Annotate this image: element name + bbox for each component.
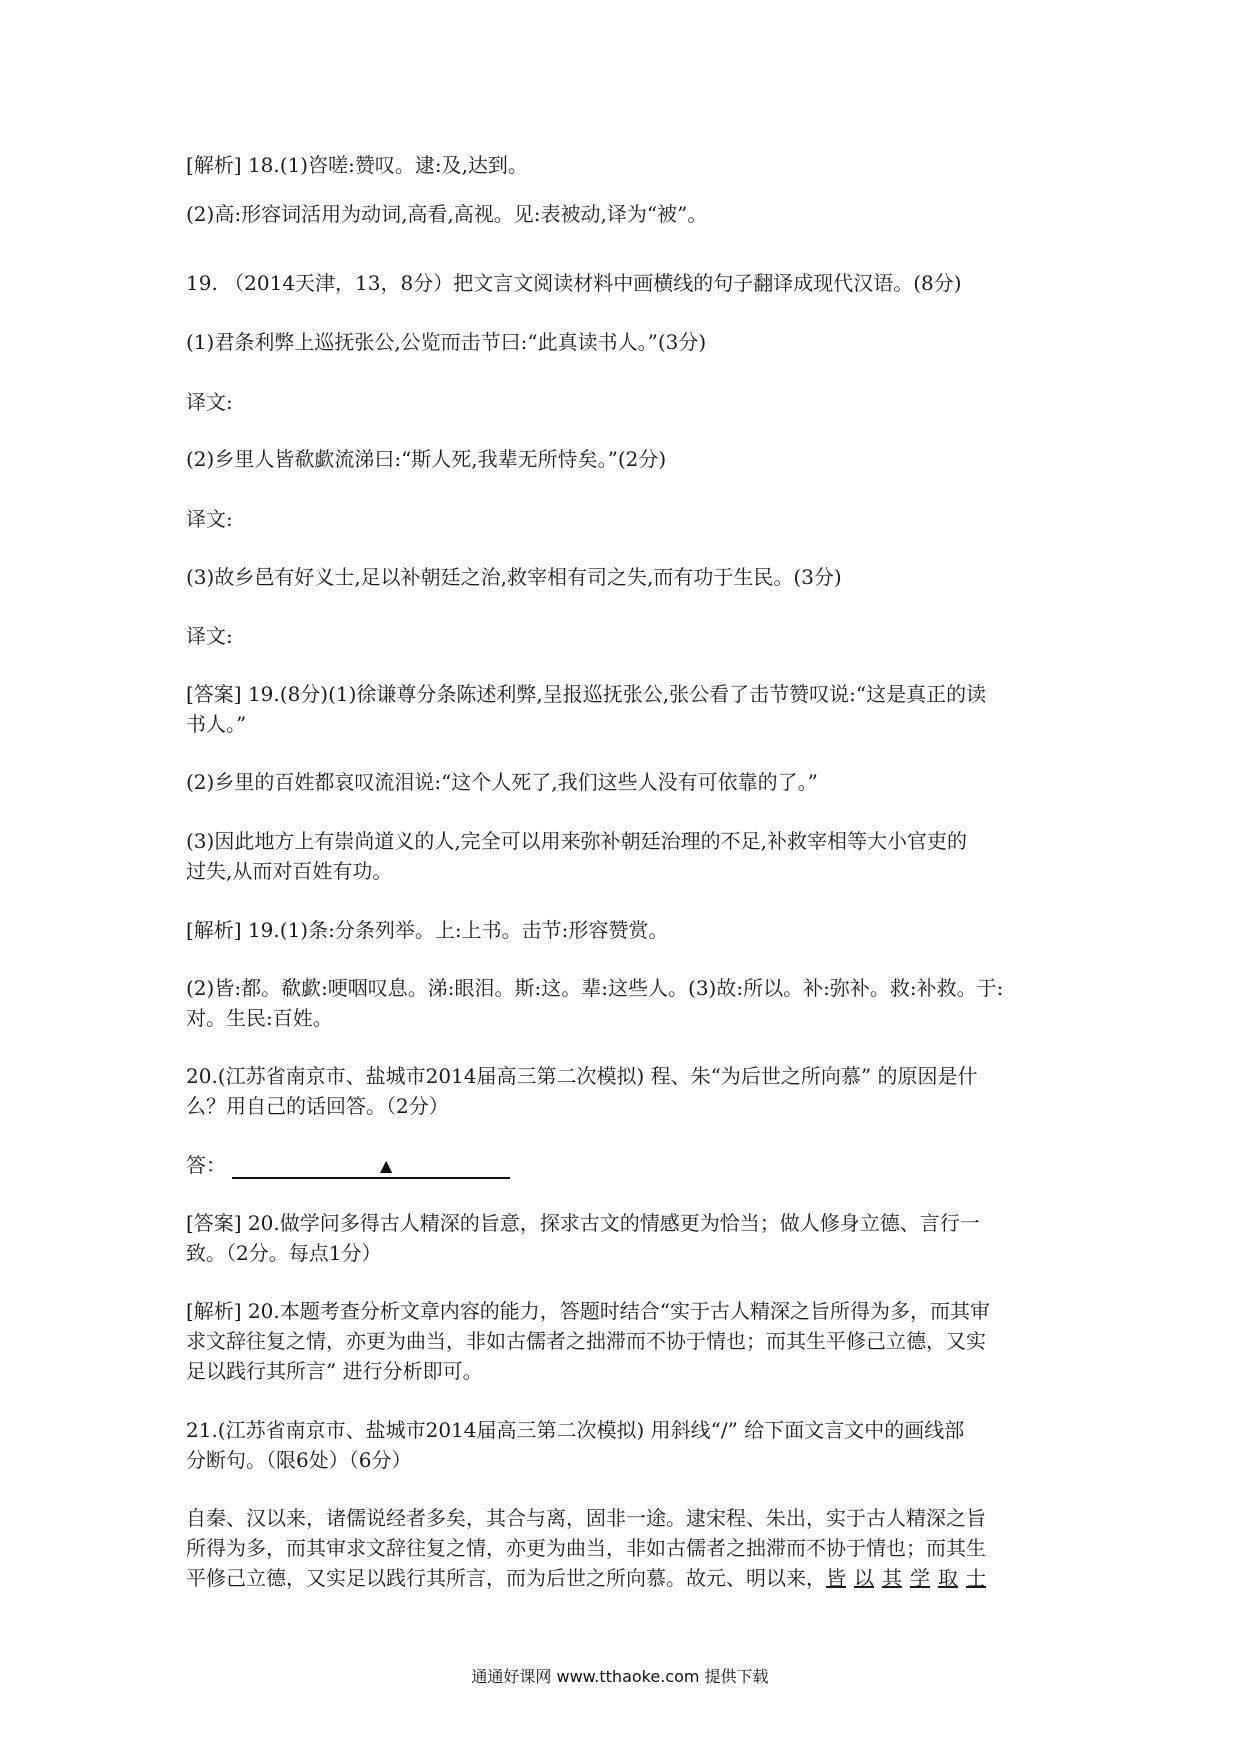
passage-line-1: 自秦、汉以来，诸儒说经者多矣，其合与离，固非一途。逮宋程、朱出，实于古人精深之旨 [186, 1506, 986, 1530]
answer-label: 答： [186, 1153, 226, 1177]
analysis-19-part2-line-1: (2)皆:都。欷歔:哽咽叹息。涕:眼泪。斯:这。辈:这些人。(3)故:所以。补:弥补。救:补救。于: [186, 976, 1004, 1000]
passage-line-3-text: 平修己立德，又实足以践行其所言，而为后世之所向慕。故元、明以来， [186, 1566, 826, 1590]
answer-19-line-2: 书人。” [186, 712, 247, 736]
answer-blank-line [232, 1153, 510, 1179]
answer-19-line-1: [答案] 19.(8分)(1)徐谦尊分条陈述利弊,呈报巡抚张公,张公看了击节赞叹说:“这是真正的读 [186, 682, 987, 706]
passage-line-3 [186, 1564, 1066, 1592]
underlined-char: 皆 [826, 1566, 846, 1590]
translation-label-1: 译文: [186, 390, 233, 414]
question-19-sentence-1: (1)君条利弊上巡抚张公,公览而击节曰:“此真读书人。”(3分) [186, 330, 707, 354]
underlined-char: 士 [966, 1566, 986, 1590]
question-19-sentence-2: (2)乡里人皆欷歔流涕曰:“斯人死,我辈无所恃矣。”(2分) [186, 447, 667, 471]
analysis-20-line-1: [解析] 20.本题考查分析文章内容的能力，答题时结合“实于古人精深之旨所得为多，而其审 [186, 1299, 990, 1323]
question-21-line-2: 分断句。（限6处）（6分） [186, 1448, 412, 1472]
answer-20-blank-row [186, 1151, 1066, 1179]
analysis-19-part2-line-2: 对。生民:百姓。 [186, 1006, 333, 1030]
answer-20-line-1: [答案] 20.做学问多得古人精深的旨意，探求古文的情感更为恰当；做人修身立德、言行一 [186, 1211, 980, 1235]
analysis-20-line-2: 求文辞往复之情，亦更为曲当，非如古儒者之拙滞而不协于情也；而其生平修己立德，又实 [186, 1329, 986, 1353]
analysis-18-part1: [解析] 18.(1)咨嗟:赞叹。逮:及,达到。 [186, 153, 528, 177]
question-19-sentence-3: (3)故乡邑有好义士,足以补朝廷之治,救宰相有司之失,而有功于生民。(3分) [186, 565, 842, 589]
underlined-char: 其 [882, 1566, 902, 1590]
analysis-20-line-3: 足以践行其所言” 进行分析即可。 [186, 1359, 483, 1383]
analysis-19-part1: [解析] 19.(1)条:分条列举。上:上书。击节:形容赞赏。 [186, 918, 669, 942]
question-20-line-1: 20.(江苏省南京市、盐城市2014届高三第二次模拟) 程、朱“为后世之所向慕” 的原因是什 [186, 1064, 978, 1088]
underlined-char: 学 [910, 1566, 930, 1590]
translation-label-2: 译文: [186, 507, 233, 531]
page-footer: 通通好课网 www.tthaoke.com 提供下载 [471, 1667, 769, 1686]
answer-20-line-2: 致。（2分。每点1分） [186, 1241, 382, 1265]
passage-line-2: 所得为多，而其审求文辞往复之情，亦更为曲当，非如古儒者之拙滞而不协于情也；而其生 [186, 1536, 986, 1560]
underlined-char: 取 [938, 1566, 958, 1590]
underlined-char: 以 [854, 1566, 874, 1590]
question-20-line-2: 么？用自己的话回答。（2分） [186, 1094, 449, 1118]
answer-19-part3-line-1: (3)因此地方上有崇尚道义的人,完全可以用来弥补朝廷治理的不足,补救宰相等大小官吏的 [186, 829, 968, 853]
answer-19-part2: (2)乡里的百姓都哀叹流泪说:“这个人死了,我们这些人没有可依靠的了。” [186, 770, 818, 794]
analysis-18-part2: (2)高:形容词活用为动词,高看,高视。见:表被动,译为“被”。 [186, 202, 708, 226]
answer-19-part3-line-2: 过失,从而对百姓有功。 [186, 859, 393, 883]
translation-label-3: 译文: [186, 624, 233, 648]
question-21-line-1: 21.(江苏省南京市、盐城市2014届高三第二次模拟) 用斜线“/” 给下面文言文中的画线部 [186, 1418, 965, 1442]
triangle-marker-icon: ▲ [380, 1156, 393, 1175]
question-19-heading: 19. （2014天津，13，8分）把文言文阅读材料中画横线的句子翻译成现代汉语。(8分) [186, 271, 962, 295]
